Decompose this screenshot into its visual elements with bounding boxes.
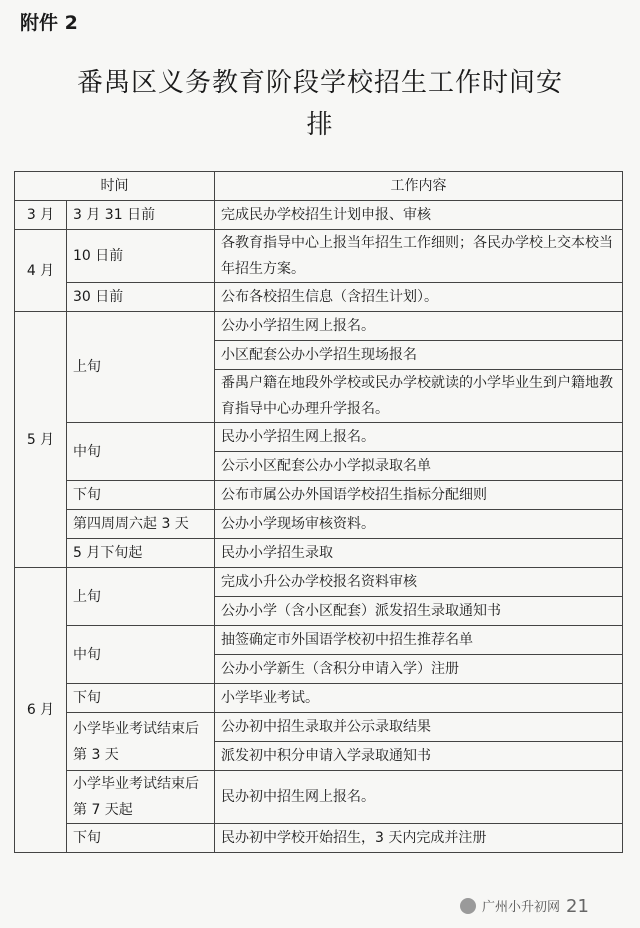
- time-cell: 10 日前: [67, 230, 215, 283]
- time-cell: 小学毕业考试结束后第 7 天起: [67, 771, 215, 824]
- content-cell: 公办小学新生（含积分申请入学）注册: [215, 655, 623, 684]
- time-cell: 上旬: [67, 312, 215, 423]
- document-title: [20, 62, 620, 146]
- content-cell: 民办小学招生网上报名。: [215, 423, 623, 452]
- table-row: [15, 771, 623, 824]
- content-cell: 公办小学现场审核资料。: [215, 510, 623, 539]
- time-cell: 5 月下旬起: [67, 539, 215, 568]
- attachment-label: 附件 2: [20, 12, 78, 34]
- table-row: [15, 539, 623, 568]
- table-row: [15, 626, 623, 655]
- content-cell: 民办初中招生网上报名。: [215, 771, 623, 824]
- time-cell: 小学毕业考试结束后第 3 天: [67, 713, 215, 771]
- content-cell: 公示小区配套公办小学拟录取名单: [215, 452, 623, 481]
- time-cell: 上旬: [67, 568, 215, 626]
- content-cell: 完成民办学校招生计划申报、审核: [215, 201, 623, 230]
- content-cell: 完成小升公办学校报名资料审核: [215, 568, 623, 597]
- table-row: [15, 230, 623, 283]
- content-cell: 小学毕业考试。: [215, 684, 623, 713]
- table-row: [15, 684, 623, 713]
- time-cell: 下旬: [67, 481, 215, 510]
- table-row: [15, 201, 623, 230]
- time-cell: 3 月 31 日前: [67, 201, 215, 230]
- title-line-2: 排: [306, 110, 334, 140]
- content-cell: 小区配套公办小学招生现场报名: [215, 341, 623, 370]
- time-cell: 第四周周六起 3 天: [67, 510, 215, 539]
- table-row: [15, 312, 623, 341]
- table-row: [15, 568, 623, 597]
- month-cell: 4 月: [15, 230, 67, 312]
- content-cell: 公布市属公办外国语学校招生指标分配细则: [215, 481, 623, 510]
- time-cell: 中旬: [67, 423, 215, 481]
- page-number: 21: [566, 896, 589, 917]
- wechat-icon: [460, 898, 476, 914]
- content-cell: 公布各校招生信息（含招生计划）。: [215, 283, 623, 312]
- content-cell: 公办小学招生网上报名。: [215, 312, 623, 341]
- table-row: [15, 510, 623, 539]
- time-cell: 30 日前: [67, 283, 215, 312]
- watermark: [460, 896, 560, 915]
- content-cell: 公办小学（含小区配套）派发招生录取通知书: [215, 597, 623, 626]
- time-cell: 下旬: [67, 824, 215, 853]
- content-cell: 各教育指导中心上报当年招生工作细则；各民办学校上交本校当年招生方案。: [215, 230, 623, 283]
- header-time: 时间: [15, 172, 215, 201]
- table-row: [15, 824, 623, 853]
- time-cell: 下旬: [67, 684, 215, 713]
- month-cell: 5 月: [15, 312, 67, 568]
- content-cell: 番禺户籍在地段外学校或民办学校就读的小学毕业生到户籍地教育指导中心办理升学报名。: [215, 370, 623, 423]
- month-cell: 3 月: [15, 201, 67, 230]
- schedule-table: [14, 171, 623, 853]
- table-row: [15, 713, 623, 742]
- content-cell: 民办初中学校开始招生，3 天内完成并注册: [215, 824, 623, 853]
- table-header-row: [15, 172, 623, 201]
- month-cell: 6 月: [15, 568, 67, 853]
- title-line-1: 番禺区义务教育阶段学校招生工作时间安: [76, 68, 563, 98]
- table-row: [15, 283, 623, 312]
- content-cell: 民办小学招生录取: [215, 539, 623, 568]
- content-cell: 抽签确定市外国语学校初中招生推荐名单: [215, 626, 623, 655]
- content-cell: 派发初中积分申请入学录取通知书: [215, 742, 623, 771]
- table-row: [15, 423, 623, 452]
- time-cell: 中旬: [67, 626, 215, 684]
- content-cell: 公办初中招生录取并公示录取结果: [215, 713, 623, 742]
- header-content: 工作内容: [215, 172, 623, 201]
- table-row: [15, 481, 623, 510]
- watermark-text: 广州小升初网: [482, 900, 561, 915]
